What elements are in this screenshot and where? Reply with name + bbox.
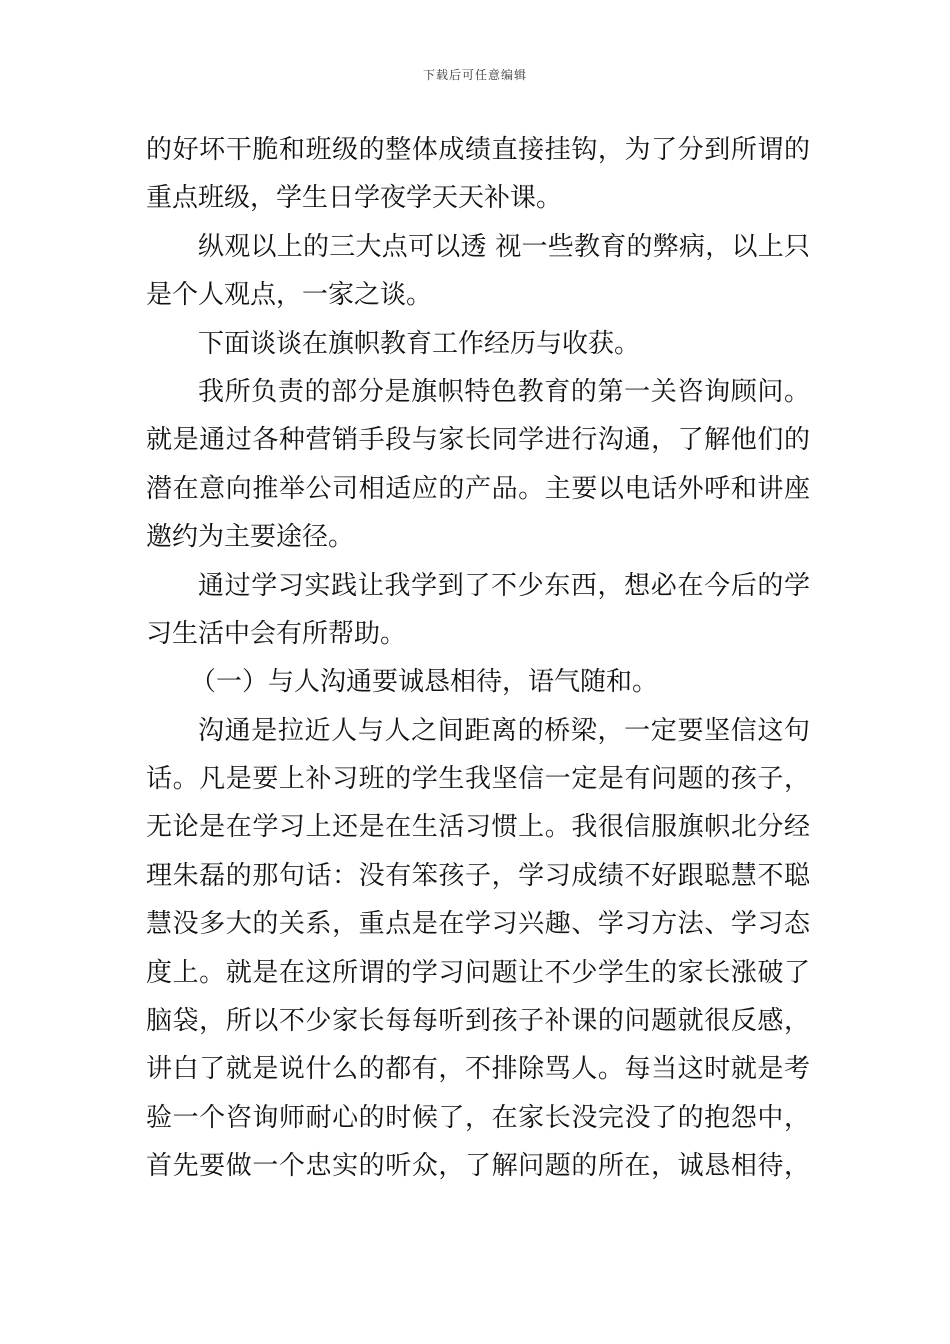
text-line: 首先要做一个忠实的听众，了解问题的所在，诚恳相待， — [146, 1151, 810, 1182]
text-line: 理朱磊的那句话：没有笨孩子，学习成绩不好跟聪慧不聪 — [146, 860, 810, 891]
text-line: 无论是在学习上还是在生活习惯上。我很信服旗帜北分经 — [146, 812, 810, 843]
text-line: 纵观以上的三大点可以透 视一些教育的弊病，以上只 — [198, 231, 810, 262]
text-line: 习生活中会有所帮助。 — [146, 618, 407, 649]
text-line: 讲白了就是说什么的都有，不排除骂人。每当这时就是考 — [146, 1054, 810, 1085]
text-line: 是个人观点，一家之谈。 — [146, 280, 433, 311]
text-line: 潜在意向推举公司相适应的产品。主要以电话外呼和讲座 — [146, 473, 810, 504]
section-heading: （一）与人沟通要诚恳相待，语气随和。 — [190, 667, 659, 698]
text-line: 验一个咨询师耐心的时候了，在家长没完没了的抱怨中， — [146, 1102, 810, 1133]
text-line: 邀约为主要途径。 — [146, 522, 355, 553]
text-line: 脑袋，所以不少家长每每听到孩子补课的问题就很反感， — [146, 1006, 810, 1037]
text-line: 就是通过各种营销手段与家长同学进行沟通，了解他们的 — [146, 425, 810, 456]
body-text — [146, 126, 810, 1191]
page-header: 下载后可任意编辑 — [422, 68, 527, 82]
text-line: 沟通是拉近人与人之间距离的桥梁，一定要坚信这句 — [198, 715, 810, 746]
text-line: 下面谈谈在旗帜教育工作经历与收获。 — [198, 328, 641, 359]
text-line: 慧没多大的关系，重点是在学习兴趣、学习方法、学习态 — [146, 909, 810, 940]
text-line: 话。凡是要上补习班的学生我坚信一定是有问题的孩子， — [146, 764, 810, 795]
text-line: 重点班级，学生日学夜学天天补课。 — [146, 183, 563, 214]
text-line: 度上。就是在这所谓的学习问题让不少学生的家长涨破了 — [146, 957, 810, 988]
text-line: 我所负责的部分是旗帜特色教育的第一关咨询顾问。 — [198, 376, 810, 407]
text-line: 通过学习实践让我学到了不少东西，想必在今后的学 — [198, 570, 810, 601]
text-line: 的好坏干脆和班级的整体成绩直接挂钩，为了分到所谓的 — [146, 135, 810, 165]
